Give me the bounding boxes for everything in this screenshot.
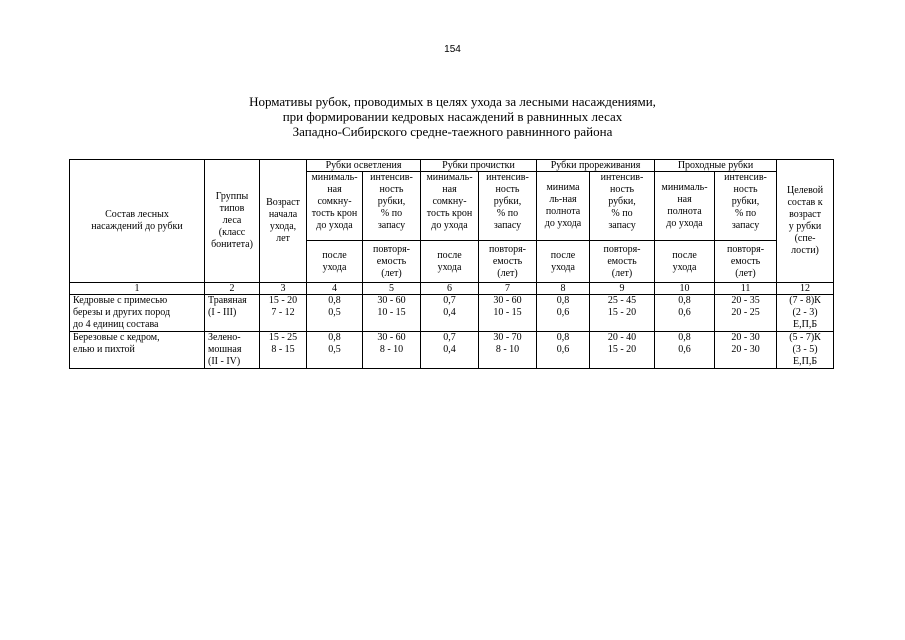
header-intensity: интенсив- ность рубки, % по запасу [363, 172, 421, 241]
page-number: 154 [444, 44, 461, 55]
header-after-care: после ухода [537, 241, 590, 283]
column-number: 10 [655, 283, 715, 295]
header-repeat: повторя- емость (лет) [363, 241, 421, 283]
column-number: 1 [70, 283, 205, 295]
column-number: 3 [260, 283, 307, 295]
cell-age: 15 - 25 8 - 15 [260, 332, 307, 369]
header-after-care: после ухода [421, 241, 479, 283]
cell-value: 0,8 0,6 [537, 295, 590, 332]
header-min-density: минималь- ная полнота до ухода [655, 172, 715, 241]
cell-value: 30 - 60 8 - 10 [363, 332, 421, 369]
title-line: Западно-Сибирского средне-таежного равнинного района [292, 124, 613, 139]
cell-value: 20 - 30 20 - 30 [715, 332, 777, 369]
header-forest-types: Группы типов леса (класс бонитета) [205, 160, 260, 283]
table-row [70, 332, 834, 369]
cell-forest-type: Травяная (I - III) [205, 295, 260, 332]
column-number: 4 [307, 283, 363, 295]
header-repeat: повторя- емость (лет) [715, 241, 777, 283]
cell-value: 20 - 35 20 - 25 [715, 295, 777, 332]
cell-forest-type: Зелено- мошная (II - IV) [205, 332, 260, 369]
norms-table [69, 159, 834, 369]
header-intensity: интенсив- ность рубки, % по запасу [715, 172, 777, 241]
cell-value: 30 - 70 8 - 10 [479, 332, 537, 369]
cell-age: 15 - 20 7 - 12 [260, 295, 307, 332]
header-after-care: после ухода [655, 241, 715, 283]
header-min-closure: минималь- ная сомкну- тость крон до ухода [307, 172, 363, 241]
cell-value: 30 - 60 10 - 15 [363, 295, 421, 332]
cell-value: 30 - 60 10 - 15 [479, 295, 537, 332]
header-start-age: Возраст начала ухода, лет [260, 160, 307, 283]
cell-value: 25 - 45 15 - 20 [590, 295, 655, 332]
header-intensity: интенсив- ность рубки, % по запасу [590, 172, 655, 241]
cell-value: 0,8 0,6 [655, 332, 715, 369]
cell-target: (7 - 8)К (2 - 3) Е,П,Б [777, 295, 834, 332]
header-repeat: повторя- емость (лет) [479, 241, 537, 283]
document-title [120, 94, 785, 139]
column-number: 8 [537, 283, 590, 295]
header-target: Целевой состав к возраст у рубки (спе- лости) [777, 160, 834, 283]
cell-value: 0,8 0,5 [307, 295, 363, 332]
column-numbers-row [70, 283, 834, 295]
header-after-care: после ухода [307, 241, 363, 283]
title-line: при формировании кедровых насаждений в равнинных лесах [282, 109, 623, 124]
header-min-closure: минималь- ная сомкну- тость крон до ухода [421, 172, 479, 241]
header-min-density: минима ль-ная полнота до ухода [537, 172, 590, 241]
column-number: 7 [479, 283, 537, 295]
table-row [70, 295, 834, 332]
header-intensity: интенсив- ность рубки, % по запасу [479, 172, 537, 241]
cell-value: 0,7 0,4 [421, 332, 479, 369]
column-number: 11 [715, 283, 777, 295]
cell-value: 0,7 0,4 [421, 295, 479, 332]
title-line: Нормативы рубок, проводимых в целях ухода за лесными насаждениями, [249, 94, 656, 109]
header-group-osvetlenie: Рубки осветления [307, 160, 421, 172]
header-group-prohodnye: Проходные рубки [655, 160, 777, 172]
header-repeat: повторя- емость (лет) [590, 241, 655, 283]
cell-target: (5 - 7)К (3 - 5) Е,П,Б [777, 332, 834, 369]
cell-value: 0,8 0,6 [655, 295, 715, 332]
header-group-prorezhivanie: Рубки прореживания [537, 160, 655, 172]
header-group-prochistka: Рубки прочистки [421, 160, 537, 172]
cell-value: 0,8 0,5 [307, 332, 363, 369]
cell-composition: Кедровые с примесью березы и других пород до 4 единиц состава [70, 295, 205, 332]
cell-value: 0,8 0,6 [537, 332, 590, 369]
column-number: 2 [205, 283, 260, 295]
cell-value: 20 - 40 15 - 20 [590, 332, 655, 369]
header-composition: Состав лесных насаждений до рубки [70, 160, 205, 283]
column-number: 6 [421, 283, 479, 295]
cell-composition: Березовые с кедром, елью и пихтой [70, 332, 205, 369]
column-number: 5 [363, 283, 421, 295]
column-number: 12 [777, 283, 834, 295]
column-number: 9 [590, 283, 655, 295]
